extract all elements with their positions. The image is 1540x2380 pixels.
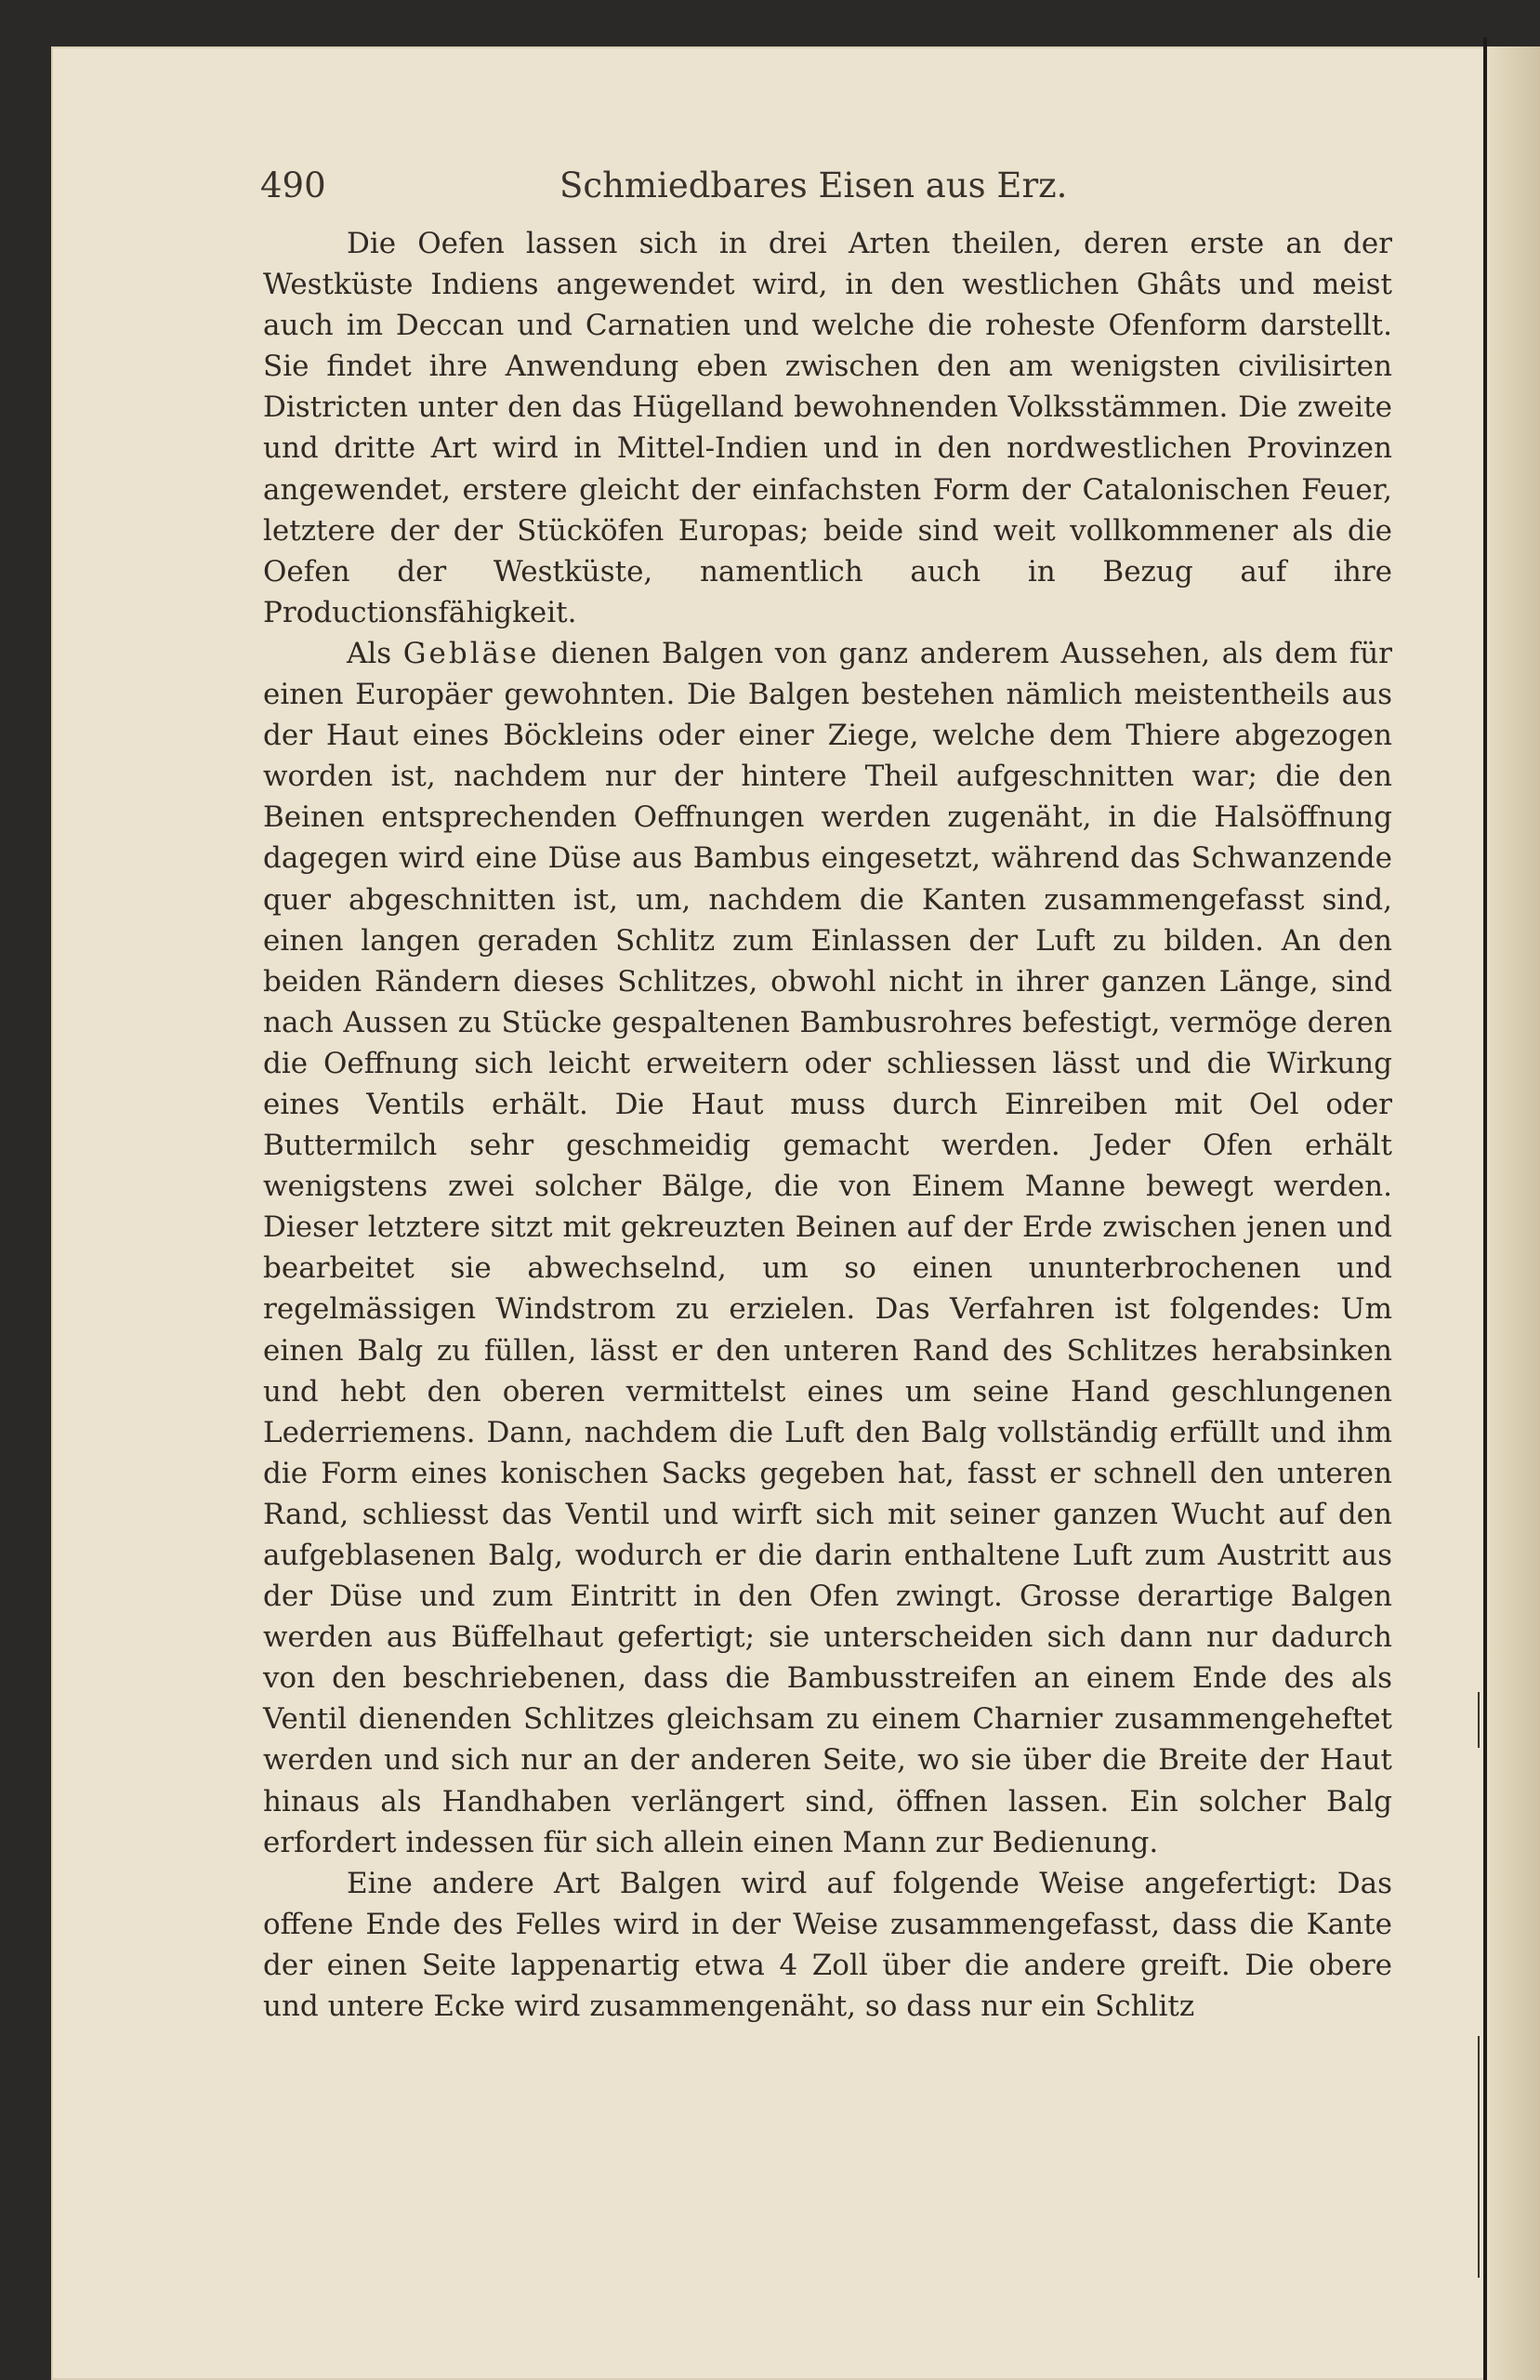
margin-mark [1478,2036,1480,2278]
running-title: Schmiedbares Eisen aus Erz. [559,165,1068,205]
page-number: 490 [260,165,326,205]
page-edge-stack [1487,46,1540,2380]
page-gutter-line [1483,37,1487,2380]
paragraph: Eine andere Art Balgen wird auf folgende Weise angefertigt: Das offene Ende des Felles wird in der Weise zusammengefasst, dass die Kante der einen Seite lappenartig etwa 4 Zoll über die andere greift. Die obere und untere Ecke wird zusammengenäht, so dass nur ein Schlitz [263,1866,1392,2024]
paragraph: Als Gebläse dienen Balgen von ganz anderem Aussehen, als dem für einen Europäer gewohnten. Die Balgen bestehen nämlich meistentheils aus der Haut eines Böckleins oder einer Ziege, welche dem Thiere abgezogen worden ist, nachdem nur der hintere Theil aufgeschnitten war; die den Beinen entsprechenden Oeffnungen werden zugenäht, in die Halsöffnung dagegen wird eine Düse aus Bambus eingesetzt, während das Schwanzende quer abgeschnitten ist, um, nachdem die Kanten zusammengefasst sind, einen langen geraden Schlitz zum Einlassen der Luft zu bilden. An den beiden Rändern dieses Schlitzes, obwohl nicht in ihrer ganzen Länge, sind nach Aussen zu Stücke gespaltenen Bambusrohres befestigt, vermöge deren die Oeffnung sich leicht erweitern oder schliessen lässt und die Wirkung eines Ventils erhält. Die Haut muss durch Einreiben mit Oel oder Buttermilch sehr geschmeidig gemacht werden. Jeder Ofen erhält wenigstens zwei solcher Bälge, die von Einem Manne bewegt werden. Dieser letztere sitzt mit gekreuzten Beinen auf der Erde zwischen jenen und bearbeitet sie abwechselnd, um so einen ununterbrochenen und regelmässigen Windstrom zu erzielen. Das Verfahren ist folgendes: Um einen Balg zu füllen, lässt er den unteren Rand des Schlitzes herabsinken und hebt den oberen vermittelst eines um seine Hand geschlungenen Lederriemens. Dann, nachdem die Luft den Balg vollständig erfüllt und ihm die Form eines konischen Sacks gegeben hat, fasst er schnell den unteren Rand, schliesst das Ventil und wirft sich mit seiner ganzen Wucht auf den aufgeblasenen Balg, wodurch er die darin enthaltene Luft zum Austritt aus der Düse und zum Eintritt in den Ofen zwingt. Grosse derartige Balgen werden aus Büffelhaut gefertigt; sie unterscheiden sich dann nur dadurch von den beschriebenen, dass die Bambusstreifen an einem Ende des als Ventil dienenden Schlitzes gleichsam zu einem Charnier zusammengeheftet werden und sich nur an der anderen Seite, wo sie über die Breite der Haut hinaus als Handhaben verlängert sind, öffnen lassen. Ein solcher Balg erfordert indessen für sich allein einen Mann zur Bedienung. [263,636,1392,1859]
margin-mark [1478,1692,1480,1748]
running-head [260,165,1540,221]
paragraph: Die Oefen lassen sich in drei Arten theilen, deren erste an der Westküste Indiens angewendet wird, in den westlichen Ghâts und meist auch im Deccan und Carnatien und welche die roheste Ofenform darstellt. Sie findet ihre Anwendung eben zwischen den am wenigsten civilisirten Districten unter den das Hügelland bewohnenden Volksstämmen. Die zweite und dritte Art wird in Mittel-Indien und in den nordwestlichen Provinzen angewendet, erstere gleicht der einfachsten Form der Catalonischen Feuer, letztere der der Stücköfen Europas; beide sind weit vollkommener als die Oefen der Westküste, namentlich auch in Bezug auf ihre Productionsfähigkeit. [263,227,1392,629]
spaced-term: Gebläse [402,636,540,670]
body-text [263,223,1392,2027]
